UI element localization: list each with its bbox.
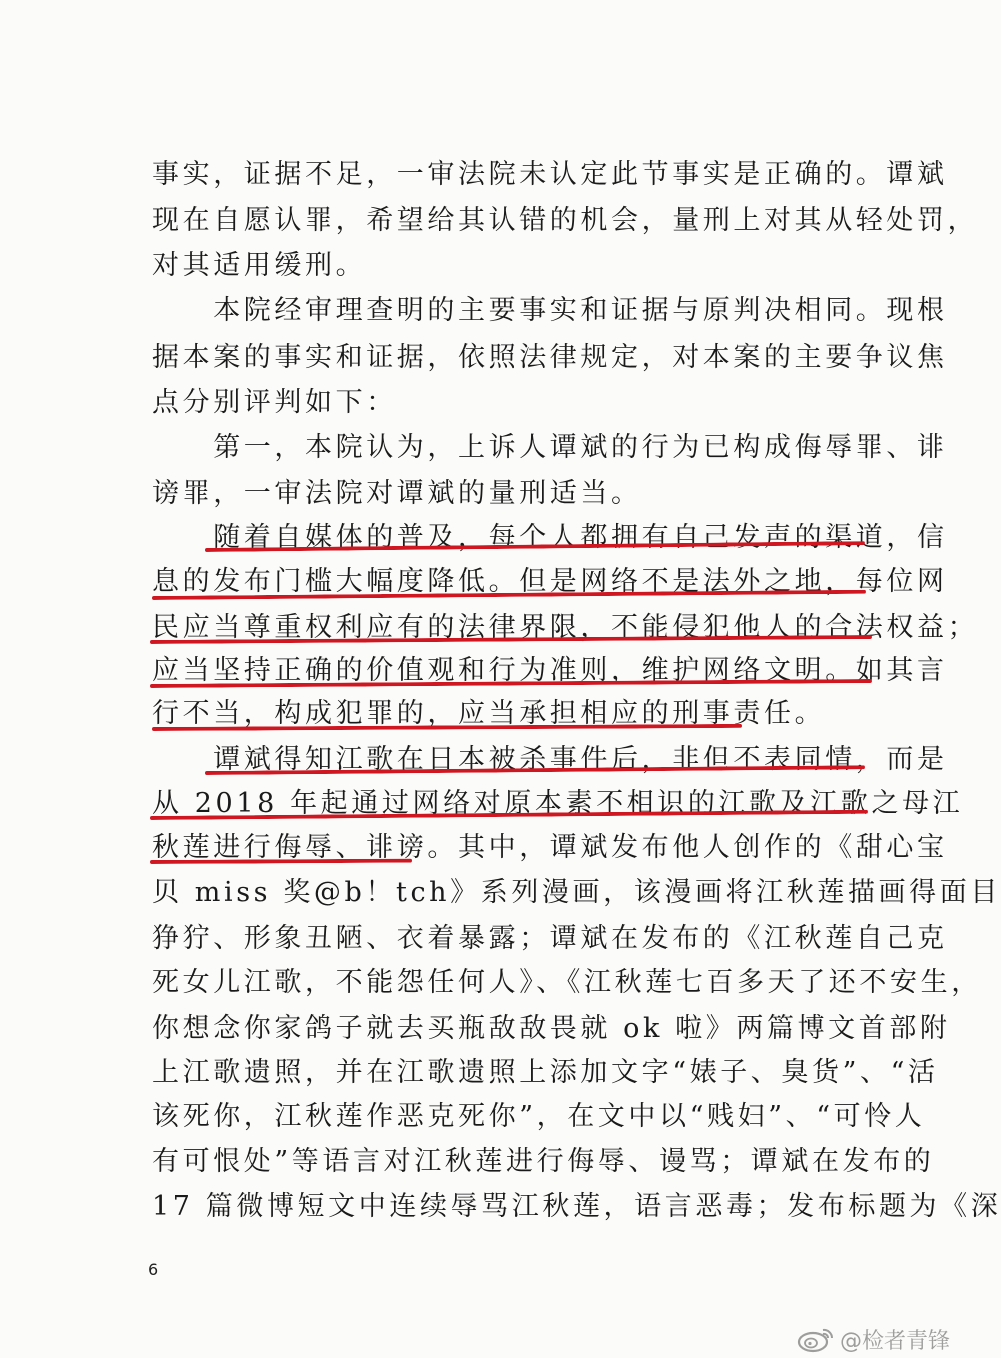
text-line: 死女儿江歌，不能怨任何人》、《江秋莲七百多天了还不安生，	[152, 967, 982, 998]
text-line: 你想念你家鸽子就去买瓶敌敌畏就 ok 啦》两篇博文首部附	[152, 1013, 951, 1044]
text-line: 对其适用缓刑。	[152, 250, 367, 281]
text-line: 上江歌遗照，并在江歌遗照上添加文字“婊子、臭货”、“活	[152, 1057, 939, 1088]
page-number: 6	[148, 1260, 159, 1279]
text-line: 据本案的事实和证据，依照法律规定，对本案的主要争议焦	[152, 342, 948, 373]
text-line: 应当坚持正确的价值观和行为准则，维护网络文明。如其言	[152, 655, 948, 686]
text-line: 狰狞、形象丑陋、衣着暴露；谭斌在发布的《江秋莲自己克	[152, 923, 948, 954]
text-line: 该死你，江秋莲作恶克死你”，在文中以“贱妇”、“可怜人	[152, 1101, 926, 1132]
weibo-watermark	[796, 1324, 950, 1354]
text-line: 随着自媒体的普及，每个人都拥有自己发声的渠道，信	[152, 522, 948, 553]
weibo-icon	[796, 1326, 836, 1352]
text-line: 本院经审理查明的主要事实和证据与原判决相同。现根	[152, 295, 948, 326]
watermark-text: @检者青锋	[839, 1328, 950, 1354]
text-line: 点分别评判如下：	[152, 387, 397, 418]
text-line: 第一，本院认为，上诉人谭斌的行为已构成侮辱罪、诽	[152, 432, 948, 463]
text-line: 现在自愿认罪，希望给其认错的机会，量刑上对其从轻处罚，	[152, 205, 979, 236]
text-line: 民应当尊重权利应有的法律界限，不能侵犯他人的合法权益；	[152, 612, 979, 643]
text-line: 从 2018 年起通过网络对原本素不相识的江歌及江歌之母江	[152, 788, 964, 819]
text-line: 事实，证据不足，一审法院未认定此节事实是正确的。谭斌	[152, 159, 948, 190]
text-line: 有可恨处”等语言对江秋莲进行侮辱、谩骂；谭斌在发布的	[152, 1146, 935, 1177]
text-line: 贝 miss 奖@b！tch》系列漫画，该漫画将江秋莲描画得面目	[152, 877, 1001, 908]
text-line: 秋莲进行侮辱、诽谤。其中，谭斌发布他人创作的《甜心宝	[152, 832, 948, 863]
text-line: 行不当，构成犯罪的，应当承担相应的刑事责任。	[152, 698, 826, 729]
text-line: 17 篇微博短文中连续辱骂江秋莲，语言恶毒；发布标题为《深	[152, 1191, 1001, 1222]
text-line: 息的发布门槛大幅度降低。但是网络不是法外之地，每位网	[152, 566, 948, 597]
text-line: 谤罪，一审法院对谭斌的量刑适当。	[152, 478, 642, 509]
text-line: 谭斌得知江歌在日本被杀事件后，非但不表同情，而是	[152, 744, 948, 775]
